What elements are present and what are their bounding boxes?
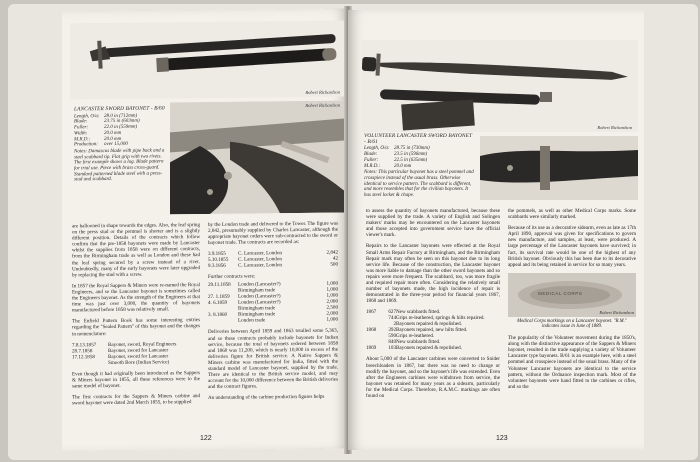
spec-value: 22.5 in (635mm) <box>394 157 428 163</box>
table-cell-text: Grips re-leathered, springs & hilts repaired. <box>396 315 485 322</box>
table-cell-text: Grips re-leathered. <box>396 333 435 340</box>
column-paragraph: The popularity of the Volunteer movement during the 1850's, along with the distinctive appearance of the Sappers & Miners bayonet, resulted in the trade supplying a variety of Volunteer Lancaster type bayonets. B/61 is an example here, with a steel pommel and crosspiece instead of the usual brass. Many of the Volunteer Lancaster bayonets are identical to the service pattern, without the Ordnance inspection mark. Most of the volunteer bayonets were hand fitted to the carbines or rifles, and so the <box>508 335 636 390</box>
hilt-closeup-photo <box>170 101 344 215</box>
column-paragraph: Deliveries between April 1859 and 1863 totalled some 5,363, and so these contracts probably include bayonets for Indian service, because the total of bayonets ordered between 1858 and 1860 was 11,200, which is nearly 10,000 in excess of the deliveries figure for British service. A Native Sappers & Miners carbine was manufactured for India, fitted with the standard model of Lancaster bayonet, supplied by the trade. There are identical to the British service model, and may account for the 10,000 difference between the British deliveries and the contract figures. <box>208 328 338 391</box>
table-cell-date <box>208 318 238 324</box>
volunteer-bayonet-photo <box>362 40 638 132</box>
table-cell-date: 3. 8.1860 <box>208 312 228 319</box>
table-cell-date: 17.12.1858 <box>72 353 95 360</box>
spec-rows <box>74 113 166 148</box>
spec-key: Blade: <box>74 119 88 125</box>
table-cell-year: 1869 <box>366 345 377 352</box>
table-cell-qty: 1,000 <box>326 281 338 288</box>
spec-value: 20.0 mm <box>104 130 122 136</box>
table-cell-who: London (Lancaster?) <box>238 293 281 301</box>
spec-key: Width: <box>74 131 88 137</box>
spec-key: Blade: <box>364 152 378 158</box>
table-cell-qty: 2 <box>393 321 396 328</box>
page-number: 122 <box>200 434 212 443</box>
lancaster-bayonet-illustration <box>70 21 344 100</box>
table-cell-date: 9.3.1856 <box>208 263 226 270</box>
column-paragraph: The Enfield Pattern Book has some interesting entries regarding the "Sealed Pattern" of this bayonet and the changes in nomenclature: <box>72 317 200 337</box>
table-cell-text: Bayonet, sword for Lancaster <box>108 346 169 354</box>
table-cell-text: Bayonets repaired & repolished. <box>396 345 462 352</box>
hilt-detail-illustration <box>480 136 638 200</box>
column-paragraph: are ballooned in shape towards the edges. Also, the leaf spring on the press stud or the pommel is shorter and is a slightly different position. Details of the contracts which follow confirm that the pre-1858 bayonets were made by Lancaster whilst the supplies from 1858 were on different contracts, from the Birmingham trade as well as London and these had the leaf spring secured by a screw instead of a rivet. Undoubtedly, many of the early bayonets were later upgraded by replacing the stud with a screw. <box>72 222 200 279</box>
column-paragraph: In 1857 the Royal Sappers & Miners were re-named the Royal Engineers, and so the Lancaster bayonet is sometimes called the Engineers bayonet. As the strength of the Engineers at that time was just over 3,000, the quantity of bayonets manufactured before 1858 was relatively small. <box>72 281 200 314</box>
table-cell-date <box>72 360 108 366</box>
photo-credit: Robert Richardson <box>597 125 632 130</box>
spec-value: 28.75 in (730mm) <box>394 146 430 152</box>
photo-credit: Robert Richardson <box>305 89 340 95</box>
spec-value: 23.75 in (603mm) <box>104 119 140 125</box>
column-paragraphs <box>72 222 200 337</box>
table-cell-text: Bayonets repaired, new hilts fitted. <box>396 327 468 334</box>
bayonet-top-photo <box>70 21 344 100</box>
table-cell-text: Bayonets repaired & repolished. <box>396 321 462 328</box>
table-cell-who: C. Lancaster, London <box>238 250 282 258</box>
table-row <box>366 345 500 351</box>
column-paragraph: Even though it had originally been introduced as the Sappers & Miners bayonet in 1855, all these references were to the same model of bayonet. <box>72 369 200 390</box>
table-cell-qty: 392 <box>388 327 396 334</box>
table-row <box>208 317 338 324</box>
spec-key: Length, O/a: <box>364 146 390 152</box>
caption-title: LANCASTER SWORD BAYONET - B/60 <box>74 105 165 113</box>
table-cell-who: London (Lancaster?) <box>238 299 281 307</box>
spec-key: Production: <box>74 142 98 148</box>
spec-key: Fuller: <box>74 125 89 131</box>
table-cell-who: C. Lancaster, London <box>238 256 282 264</box>
photo-caption: Medical Corps markings on a Lancaster bayonet. "R.M." indicates issue in June of 1889. <box>517 318 627 330</box>
spec-value: 28.0 in (712mm) <box>104 113 138 119</box>
column-paragraphs <box>72 370 200 407</box>
spec-value: over 15,000 <box>104 142 128 148</box>
column-paragraphs <box>208 328 338 401</box>
table-cell-who: Birmingham trade <box>238 305 276 313</box>
right-page-column-1 <box>366 208 500 404</box>
table-cell-qty: 744 <box>388 315 396 322</box>
table-cell-text: Bayonet, sword, Royal Engineers <box>108 340 177 348</box>
column-paragraph: Repairs to the Lancaster bayonets were effected at the Royal Small Arms Repair Factory at Birmingham, and the Birmingham Repair mark may often be seen on this bayonet due to its long service life. Because of the construction, the Lancaster bayonet was more liable to damage than the other sword bayonets and so repairs were more frequent. The scabbard, too, was more fragile and required repair more often. Considering the relatively small number of bayonets made, the high incidence of repair is demonstrated in the three-year period for financial years 1867, 1868 and 1869. <box>366 243 500 305</box>
table-cell-qty: 500 <box>330 261 338 269</box>
table-cell-qty: 590 <box>388 333 396 340</box>
table-cell-qty: 627 <box>388 309 396 316</box>
hilt-detail-photo <box>480 136 638 200</box>
table-cell-date: 29.11.1858 <box>208 282 231 289</box>
table-cell-text: Smooth Bore (Indian Service) <box>108 358 170 366</box>
table-cell-who: C. Lancaster, London <box>238 262 282 270</box>
right-page-column-2 <box>508 208 636 395</box>
pommel-marking-photo <box>508 273 636 317</box>
further-contracts-label: Further contracts were: <box>208 273 256 281</box>
repairs-table <box>366 309 500 351</box>
table-cell-date: 5.10.1855 <box>208 257 229 264</box>
spec-row <box>364 164 474 170</box>
photo-credit: Robert Richardson <box>305 102 340 108</box>
caption-title: VOLUNTEER LANCASTER SWORD BAYONET - B/61 <box>364 133 473 145</box>
volunteer-spec-caption <box>364 134 474 199</box>
left-page <box>62 9 348 452</box>
column-paragraph: About 5,000 of the Lancaster carbines were converted to Snider breechloaders in 1867, but there was no need to change or modify the bayonet, and so the bayonet's life was extended. Even after the Engineers carbines were withdrawn from service, the bayonet was retained for many years as a sidearm, particularly for the Medical Corps. Therefore, R.A.M.C. markings are often found on <box>366 356 500 399</box>
column-paragraphs <box>366 208 500 304</box>
photo-credit: Robert Richardson <box>599 309 634 315</box>
column-paragraph: An understanding of the carbine production figures helps <box>208 394 325 402</box>
column-paragraph: to assess the quantity of bayonets manufactured, because these were supplied by the trade. A variety of English and Solingen makers' marks may be encountered on the Lancaster bayonets and those accepted into government service have the official viewer's mark. <box>366 208 500 239</box>
column-paragraph: by the London trade and delivered to the Tower. The figure was 2,842, presumably supplied by Charles Lancaster, although the appropriate bayonet orders were sub-contracted to the sword or bayonet trade. The contracts are recorded as: <box>208 220 338 247</box>
column-paragraph: The first contracts for the Sappers & Miners carbine and sword bayonet were dated 2nd March 1855, to be supplied <box>72 392 200 407</box>
table-cell-text: New scabbards fitted. <box>396 339 441 346</box>
table-cell-qty: 1,000 <box>326 293 338 300</box>
table-cell-who: Birmingham trade <box>238 287 276 295</box>
caption-note: Notes: Damascus blade with pipe back and a steel scabbard tip. Flat grip with two rivets. The first example shows a lug. Blade pattern for trial use. Piece with brass cross-guard. Standard patterned blade steel with a press-stud and scabbard. <box>74 148 165 183</box>
table-cell-qty: 840 <box>388 339 396 346</box>
hilt-closeup-illustration <box>170 101 344 215</box>
spec-key: Fuller: <box>364 157 379 163</box>
volunteer-bayonet-illustration <box>362 40 638 132</box>
spec-row <box>74 142 166 149</box>
bayonet-spec-caption <box>74 106 166 183</box>
further-contracts-table <box>208 281 338 324</box>
column-paragraph: the pommels, as well as other Medical Corps marks. Some scabbards were similarly marked. <box>508 208 636 221</box>
spec-rows <box>364 146 474 169</box>
table-cell-year: 1867 <box>366 309 377 316</box>
nomenclature-table <box>72 341 200 366</box>
table-cell-date: 27. 1.1859 <box>208 294 230 301</box>
table-cell-year: 1868 <box>366 327 377 334</box>
table-cell-date: 7.8.13.1857 <box>72 341 97 348</box>
spec-value: 22.0 in (559mm) <box>104 124 138 131</box>
table-row <box>208 262 338 269</box>
left-page-column-2 <box>208 221 338 407</box>
pommel-stamp-text: MEDICAL CORPS <box>538 290 583 296</box>
table-cell-qty: 103 <box>388 345 396 352</box>
table-cell-qty: 42 <box>332 255 338 263</box>
spec-key: M.R.D.: <box>364 163 381 169</box>
page-number: 123 <box>496 435 508 442</box>
contracts-table <box>208 250 338 269</box>
table-cell-date: 4. 6.1859 <box>208 300 228 307</box>
table-cell-qty: 2,500 <box>326 305 338 312</box>
table-cell-qty: 2,000 <box>326 299 338 306</box>
table-cell-date: 28.7.1858 <box>72 347 93 354</box>
spec-value: 20.0 mm <box>104 136 122 142</box>
table-cell-text: New scabbards fitted. <box>396 309 441 316</box>
right-page <box>348 10 644 450</box>
table-cell-date: 3.9.1855 <box>208 251 226 258</box>
table-cell-qty: 1,000 <box>326 287 338 294</box>
table-cell-qty: 1,000 <box>326 317 338 324</box>
table-cell-who: London trade <box>238 317 266 325</box>
spec-value: 23.5 in (596mm) <box>394 152 428 158</box>
spec-value: 20.0 mm <box>394 163 412 169</box>
table-cell-qty: 2,842 <box>326 249 338 257</box>
column-paragraph: Because of its use as a decorative sidearm, even as late as 17th April 1890, approval was given for specifications to govern new manufacture, and samples, at least, were produced. A large percentage of the Lancaster bayonets have survived; in fact, its survival rate would be one of the highest of any British bayonet. Obviously this has been due to its decorative appeal and its being retained in service for so many years. <box>508 225 636 268</box>
spec-key: Length, O/a: <box>74 113 100 120</box>
table-cell-who: Birmingham trade <box>238 311 276 319</box>
table-cell-text: Bayonet, sword for Lancaster <box>108 352 169 360</box>
left-page-column-1 <box>72 222 200 411</box>
table-cell-who: London (Lancaster?) <box>238 281 281 289</box>
table-cell-qty: 2,000 <box>326 311 338 318</box>
caption-note: Notes: This particular bayonet has a steel pommel and crosspiece instead of the usual brass. Otherwise identical to service pattern. The scabbard is different, and more resembles that for the civilian bayonets. It has steel locket & chape. <box>364 170 474 199</box>
spec-key: M.R.D.: <box>74 136 91 142</box>
